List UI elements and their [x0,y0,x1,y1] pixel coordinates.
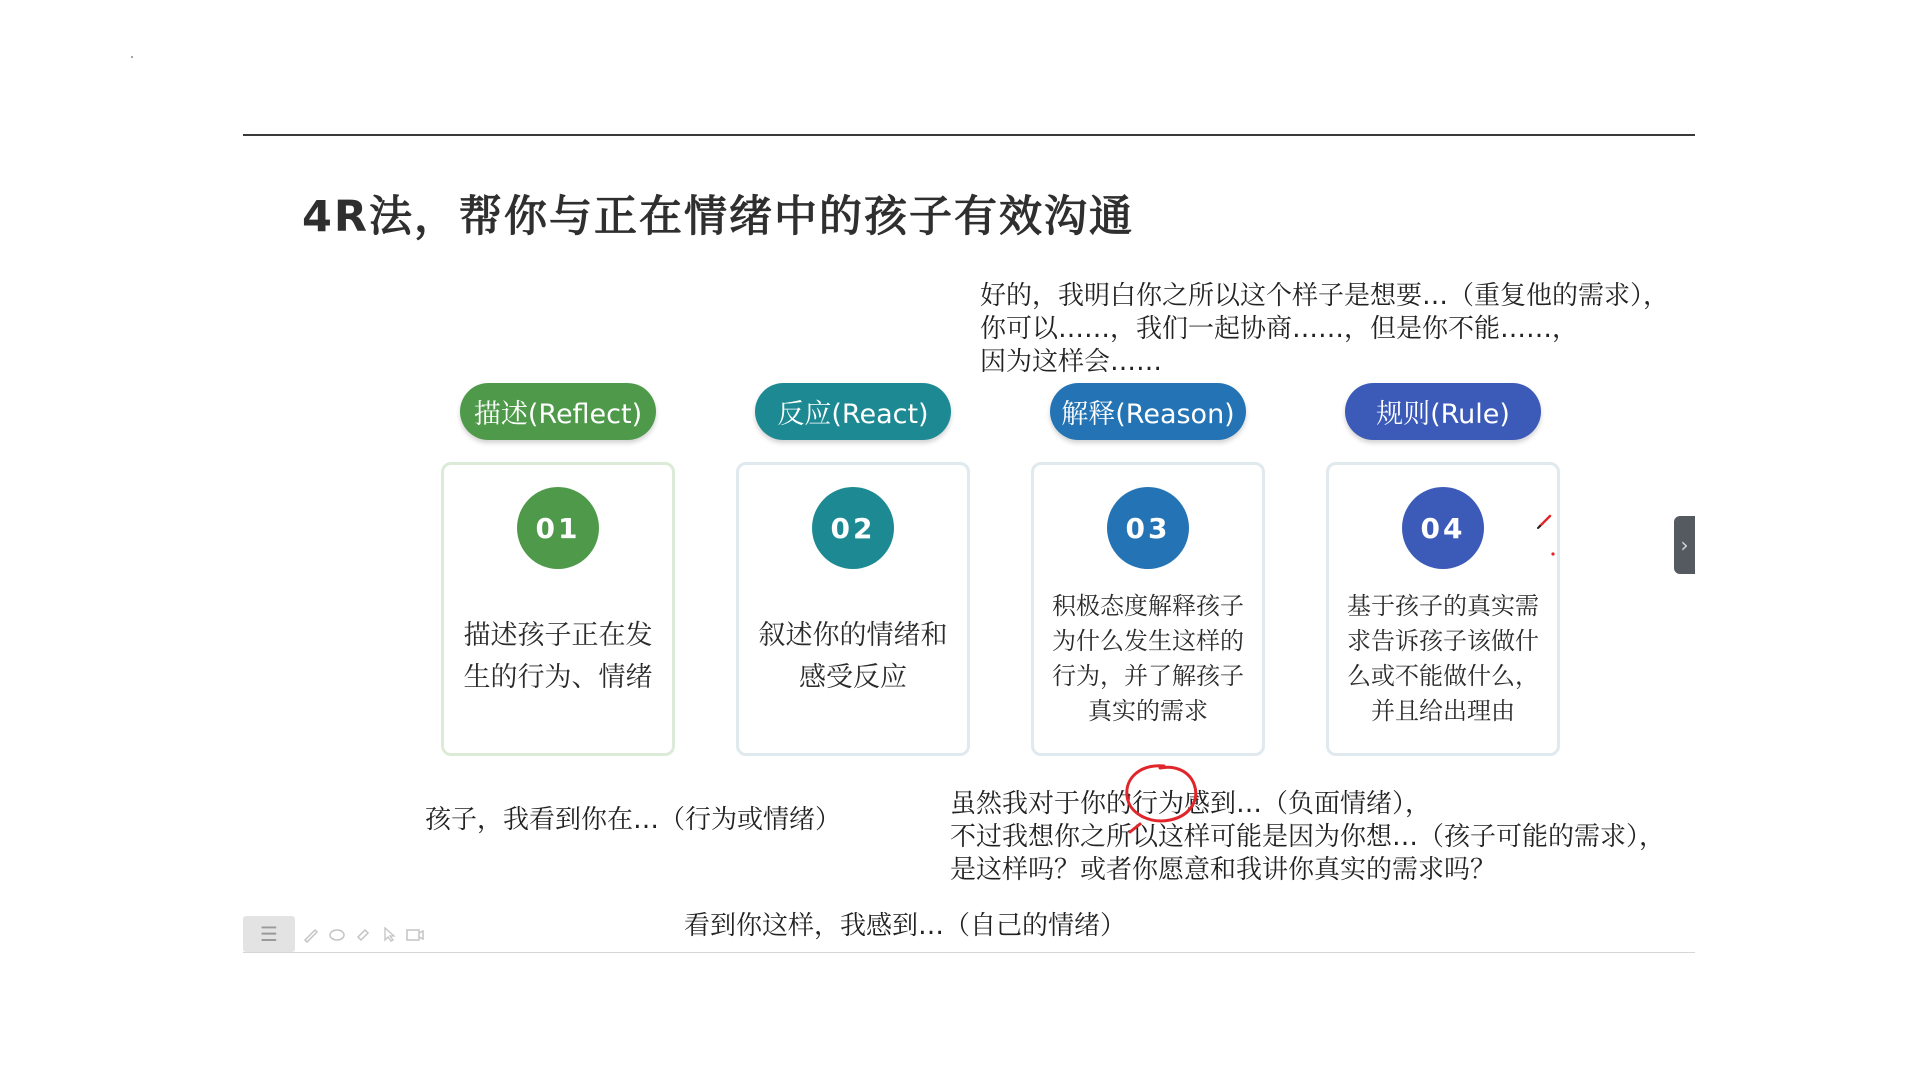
description-line: 为什么发生这样的 [1052,627,1244,655]
description-line: 行为，并了解孩子 [1052,662,1244,690]
eraser-icon[interactable] [327,924,347,944]
reflect-script: 孩子，我看到你在…（行为或情绪） [425,805,842,835]
presentation-toolbar [243,916,425,952]
description-line: 么或不能做什么， [1347,662,1539,690]
description-line: 感受反应 [799,662,907,693]
description-line: 叙述你的情绪和 [758,620,948,651]
pen-icon[interactable] [301,924,321,944]
rule-script-line: 你可以……，我们一起协商……，但是你不能……， [980,314,1579,344]
pill-reason: 解释(Reason) [1050,383,1246,440]
step-card-react [736,462,970,756]
reason-script-line: 不过我想你之所以这样可能是因为你想…（孩子可能的需求）， [950,822,1666,852]
step-card-rule [1326,462,1560,756]
highlighter-icon[interactable] [353,924,373,944]
pill-reflect: 描述(Reflect) [460,383,656,440]
step-number-badge: 01 [517,487,599,569]
reason-script [950,788,1665,887]
step-card-reflect [441,462,675,756]
pill-react: 反应(React) [755,383,951,440]
rule-script-line: 因为这样会…… [980,347,1163,377]
step-description [1339,589,1547,729]
list-menu-icon[interactable]: ☰ [243,916,295,952]
step-number-badge: 02 [812,487,894,569]
pointer-icon[interactable] [379,924,399,944]
reason-script-line: 是这样吗？或者你愿意和我讲你真实的需求吗？ [950,855,1497,885]
step-number-badge: 03 [1107,487,1189,569]
step-description [749,615,957,699]
description-line: 描述孩子正在发 [463,620,653,651]
slide-title: 4R法，帮你与正在情绪中的孩子有效沟通 [302,192,1135,242]
stray-dot [131,56,133,58]
reason-script-line: 虽然我对于你的行为感到…（负面情绪）， [950,789,1432,819]
rule-script-line: 好的，我明白你之所以这个样子是想要…（重复他的需求）， [980,281,1670,311]
step-number-badge: 04 [1402,487,1484,569]
description-line: 生的行为、情绪 [463,662,653,693]
slide-bottom-border [243,952,1695,953]
camera-icon[interactable] [405,924,425,944]
step-description [1044,589,1252,729]
step-card-reason [1031,462,1265,756]
description-line: 并且给出理由 [1371,697,1515,725]
next-page-tab[interactable] [1674,516,1695,574]
react-script: 看到你这样，我感到…（自己的情绪） [684,911,1127,941]
description-line: 真实的需求 [1088,697,1208,725]
description-line: 求告诉孩子该做什 [1347,627,1539,655]
step-description [454,615,662,699]
pill-rule: 规则(Rule) [1345,383,1541,440]
chevron-right-icon: › [1680,533,1689,557]
rule-script [980,280,1669,379]
description-line: 积极态度解释孩子 [1052,592,1244,620]
slide-top-border [243,134,1695,136]
description-line: 基于孩子的真实需 [1347,592,1539,620]
